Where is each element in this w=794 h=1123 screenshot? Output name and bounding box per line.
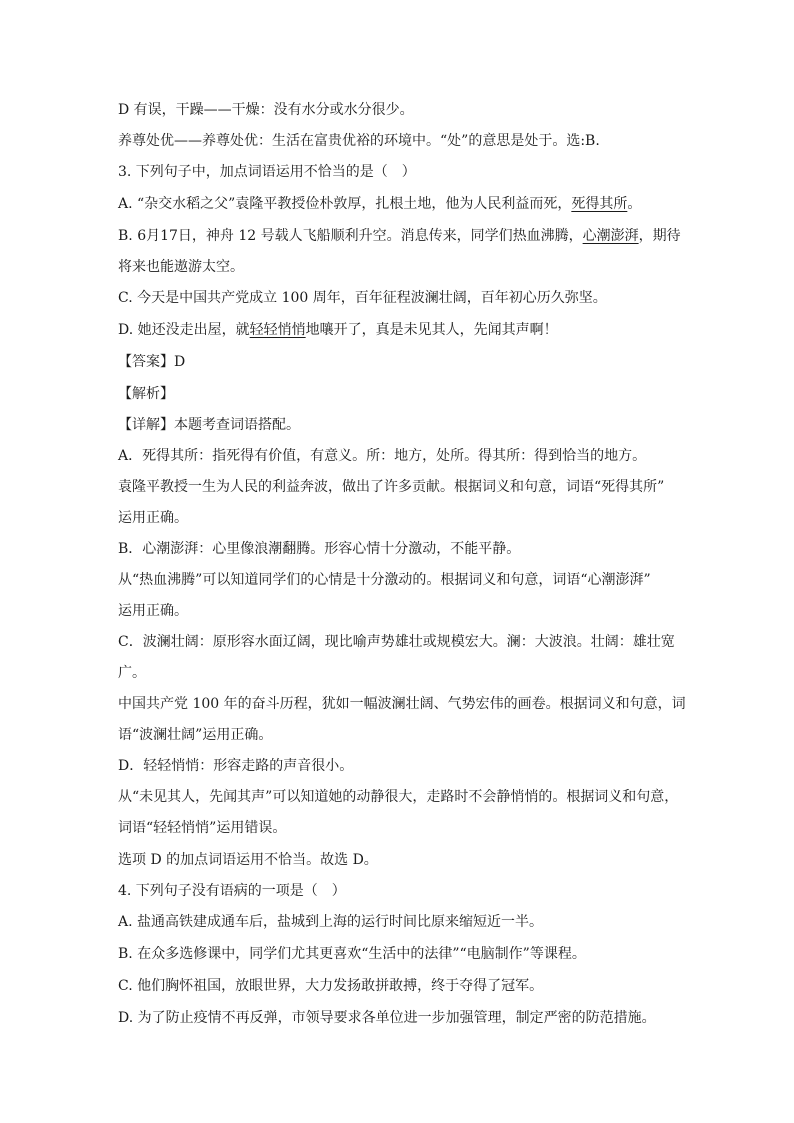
text-line: 将来也能遨游太空。: [118, 259, 244, 275]
dotted-word: 轻轻悄悄: [249, 322, 306, 338]
question-4-stem: 4. 下列句子没有语病的一项是（ ）: [118, 883, 346, 899]
text-line: 从“热血沸腾”可以知道同学们的心情是十分激动的。根据词义和句意，词语“心潮澎湃”: [118, 572, 651, 588]
text-line: 语“波澜壮阔”运用正确。: [118, 727, 273, 743]
answer-label: 【答案】D: [118, 354, 186, 370]
text-line: 养尊处优——养尊处优：生活在富贵优裕的环境中。“处”的意思是处于。选:B.: [118, 133, 600, 149]
question-3-option-a: A. “杂交水稻之父”袁隆平教授俭朴敦厚，扎根土地，他为人民利益而死，死得其所。: [118, 196, 642, 212]
text-line: A．死得其所：指死得有价值，有意义。所：地方，处所。得其所：得到恰当的地方。: [118, 448, 647, 464]
text-line: C．波澜壮阔：原形容水面辽阔，现比喻声势雄壮或规模宏大。澜：大波浪。壮阔：雄壮宽: [118, 634, 675, 650]
text-line: D．轻轻悄悄：形容走路的声音很小。: [118, 758, 354, 774]
text-line: 词语“轻轻悄悄”运用错误。: [118, 820, 287, 836]
question-4-option-a: A. 盐通高铁建成通车后，盐城到上海的运行时间比原来缩短近一半。: [118, 914, 544, 930]
question-4-option-c: C. 他们胸怀祖国，放眼世界，大力发扬敢拼敢搏，终于夺得了冠军。: [118, 978, 544, 994]
text-line: 从“未见其人，先闻其声”可以知道她的动静很大，走路时不会静悄悄的。根据词义和句意，: [118, 789, 679, 805]
detail-label: 【详解】本题考查词语搭配。: [118, 417, 300, 433]
question-3-option-d: D. 她还没走出屋，就轻轻悄悄地嚷开了，真是未见其人，先闻其声啊！: [118, 322, 558, 338]
dotted-word: 心潮澎湃: [582, 228, 639, 244]
text-line: 广。: [118, 665, 146, 681]
analysis-label: 【解析】: [118, 386, 174, 402]
text-line: 中国共产党 100 年的奋斗历程，犹如一幅波澜壮阔、气势宏伟的画卷。根据词义和句意，词: [118, 696, 686, 712]
text-line: 选项 D 的加点词语运用不恰当。故选 D。: [118, 852, 378, 868]
text-line: 运用正确。: [118, 603, 188, 619]
text-line: B．心潮澎湃：心里像浪潮翻腾。形容心情十分激动，不能平静。: [118, 541, 521, 557]
question-3-stem: 3. 下列句子中，加点词语运用不恰当的是（ ）: [118, 164, 416, 180]
question-4-option-d: D. 为了防止疫情不再反弹，市领导要求各单位进一步加强管理，制定严密的防范措施。: [118, 1010, 656, 1026]
question-3-option-c: C. 今天是中国共产党成立 100 周年，百年征程波澜壮阔，百年初心历久弥坚。: [118, 290, 607, 306]
question-4-option-b: B. 在众多选修课中，同学们尤其更喜欢“生活中的法律”“电脑制作”等课程。: [118, 946, 586, 962]
dotted-word: 死得其所: [571, 196, 628, 212]
text-line: D 有误，干躁——干燥：没有水分或水分很少。: [118, 102, 414, 118]
question-3-option-b: B. 6月17日，神舟 12 号载人飞船顺利升空。消息传来，同学们热血沸腾，心潮澎湃，期待: [118, 228, 681, 244]
text-line: 运用正确。: [118, 510, 188, 526]
text-line: 袁隆平教授一生为人民的利益奔波，做出了许多贡献。根据词义和句意，词语“死得其所”: [118, 479, 665, 495]
